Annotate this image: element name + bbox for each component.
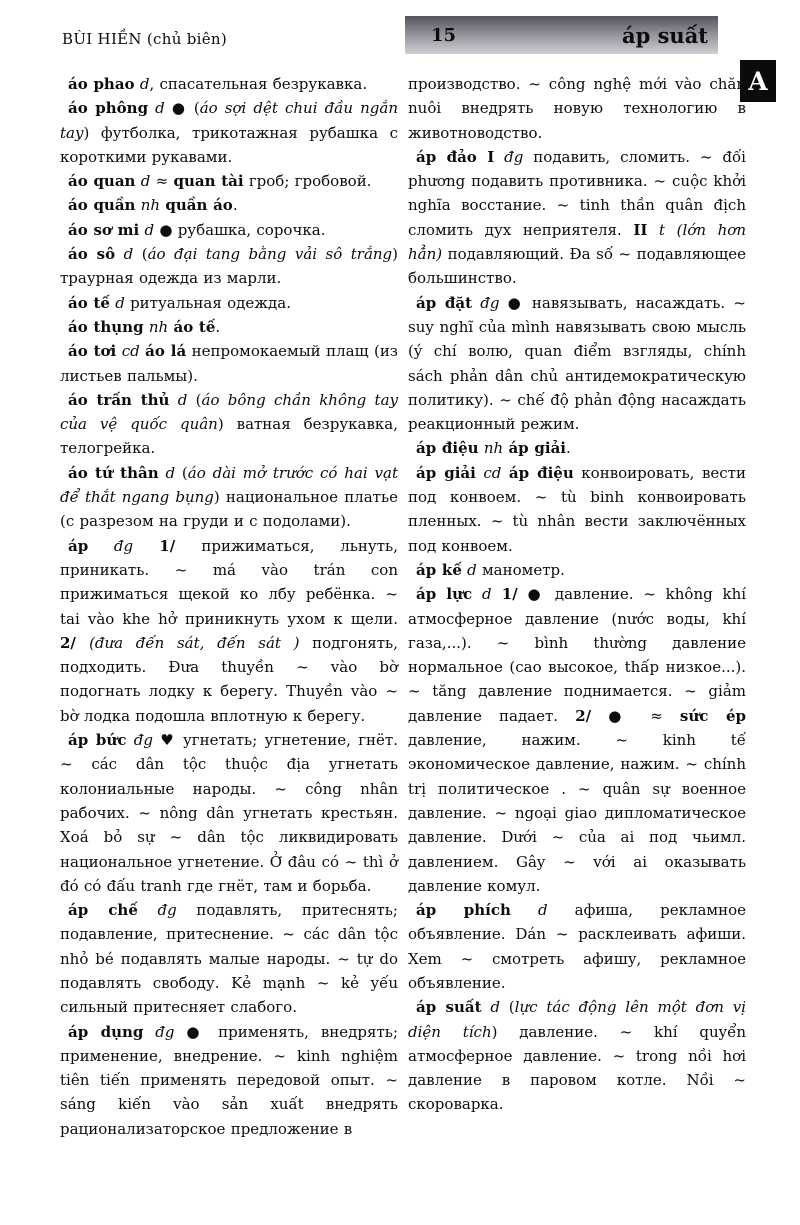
grammar-label-or-gloss: đg [494, 147, 524, 166]
definition-text: ≈ [150, 172, 174, 191]
headword-or-bold-text: quan tài [173, 172, 244, 191]
headword-or-bold-text: 1/ [491, 585, 518, 604]
right-column [408, 72, 746, 1185]
headword-or-bold-text: áo tơi [68, 342, 117, 361]
dictionary-entry [60, 193, 398, 217]
headword-or-bold-text: áo trấn thủ [68, 390, 170, 409]
definition-text: ● ≈ [591, 706, 680, 725]
headword-or-bold-text: áo sô [68, 245, 116, 264]
definition-text [501, 464, 509, 482]
dictionary-entry [408, 145, 746, 291]
grammar-label-or-gloss: d [134, 75, 150, 93]
definition-text: , спасательная безрукавка. [149, 75, 368, 93]
definition-text: прижиматься, льнуть, приникать. ~ má vào trán con прижиматься щекой ко лбу ребёнка. ~ tai vào khe hở приникнуть ухом к щели. [60, 536, 398, 628]
dictionary-entry [60, 339, 398, 388]
headword-or-bold-text: quần áo [165, 196, 233, 215]
grammar-label-or-gloss: d [148, 99, 165, 118]
definition-text: ) национальное платье (с разрезом на груди и с подолами). [60, 488, 398, 531]
header-band [405, 16, 718, 54]
definition-text: афиша, рекламное объявление. Dán ~ расклеивать афиши. Xem ~ смотреть афишу, рекламное объявление. [408, 901, 746, 992]
letter-tab-a: A [740, 60, 776, 102]
grammar-label-or-gloss: d [481, 998, 500, 1017]
entry-continuation [408, 72, 746, 145]
headword-or-bold-text: áp suất [416, 998, 482, 1017]
grammar-label-or-gloss: nh [135, 196, 161, 215]
definition-text: . [215, 317, 221, 336]
headword-or-bold-text: áo thụng [68, 317, 144, 336]
grammar-label-or-gloss: d [510, 901, 548, 920]
headword-or-bold-text: áo tế [68, 293, 110, 312]
grammar-label-or-gloss: cd [475, 463, 502, 482]
definition-text: ( [499, 998, 515, 1017]
grammar-label-or-gloss: đg [472, 293, 500, 312]
definition-text: ) футболка, трикотажная рубашка с короткими рукавами. [60, 123, 398, 166]
dictionary-entry [60, 898, 398, 1019]
grammar-label-or-gloss: d [109, 293, 125, 312]
headword-or-bold-text: áp đặt [416, 293, 473, 312]
dictionary-entry [60, 728, 398, 898]
headword-or-bold-text: áp kế [416, 560, 462, 579]
grammar-label-or-gloss: áo đại tang bằng vải sô trắng [147, 245, 393, 264]
grammar-label-or-gloss: lực tác động lên một đơn vị diện tích [408, 998, 746, 1041]
headword-or-bold-text: II [633, 220, 648, 239]
headword-or-bold-text: áo tứ thân [68, 463, 159, 482]
dictionary-entry [60, 534, 398, 728]
dictionary-entry [408, 291, 746, 437]
headword-or-bold-text: áp phích [416, 901, 511, 920]
definition-text: ) ватная безрукавка, телогрейка. [60, 415, 398, 458]
definition-text: ( [175, 463, 188, 482]
definition-text: . [566, 439, 571, 458]
headword-or-bold-text: áo lá [145, 342, 187, 361]
dictionary-entry [408, 995, 746, 1116]
grammar-label-or-gloss: (đưa đến sát, đến sát ) [89, 633, 300, 652]
dictionary-entry [60, 1020, 398, 1141]
definition-text: гроб; гробовой. [243, 172, 372, 191]
headword-or-bold-text: áo quần [68, 196, 136, 215]
headword-or-bold-text: áo quan [68, 172, 136, 191]
definition-text: ( [187, 390, 202, 409]
headword-or-bold-text: áo phao [68, 75, 135, 93]
definition-text: . [232, 196, 238, 215]
definition-text: ● применять, внедрять; применение, внедрение. ~ kinh nghiệm tiên tiến применять передовой опыт. ~ sáng kiến vào sản xuất внедрять рационализаторское предложение в [60, 1022, 398, 1138]
dictionary-entry [408, 582, 746, 898]
grammar-label-or-gloss: nh [478, 439, 504, 458]
headword-or-bold-text: sức ép [679, 706, 746, 725]
grammar-label-or-gloss: nh [143, 317, 169, 336]
definition-text: ♥ угнетать; угнетение, гнёт. ~ các dân tộc thuộc địa угнетать колониальные народы. ~ công nhân рабочих. ~ nông dân угнетать крестьян. Xoá bỏ sự ~ dân tộc ликвидировать национальное угнетение. Ở đâu có ~ thì ở đó có đấu tranh где гнёт, там и борьба. [60, 731, 398, 895]
definition-text: ● ( [164, 99, 200, 118]
headword-or-bold-text: áp [68, 536, 89, 555]
headword-or-bold-text: áp bức [68, 731, 127, 750]
dictionary-entry [60, 315, 398, 339]
grammar-label-or-gloss: d [135, 172, 151, 191]
grammar-label-or-gloss: áo bông chần không tay của vệ quốc quân [60, 390, 398, 434]
headword-or-bold-text: áo tế [173, 317, 216, 336]
grammar-label-or-gloss: áo sợi dệt chui đầu ngắn tay [60, 99, 398, 142]
grammar-label-or-gloss: d [158, 463, 176, 482]
definition-text: ) траурная одежда из марли. [60, 245, 399, 288]
headword-or-bold-text: áp điệu [508, 463, 574, 482]
dictionary-entry [60, 291, 398, 315]
definition-text: подавить, сломить. ~ đối phương подавить противника. ~ cuộc khởi nghĩa восстание. ~ tinh thần quân địch сломить дух неприятеля. [408, 147, 746, 239]
grammar-label-or-gloss: d [472, 585, 492, 604]
definition-text: давление, нажим. ~ kinh tế экономическое давление, нажим. ~ chính trị политическое . ~ quân sự военное давление. ~ ngoại giao дипломатическое давление. Dưới ~ của ai под чьимл. давлением. Gây ~ với ai оказывать давление комул. [408, 731, 746, 895]
definition-text: производство. ~ công nghệ mới vào chăn nuôi внедрять новую технологию в животноводство. [408, 75, 746, 142]
grammar-label-or-gloss: đg [143, 1022, 175, 1041]
dictionary-entry [60, 461, 398, 534]
definition-text: непромокаемый плащ (из листьев пальмы). [60, 342, 398, 385]
headword-or-bold-text: áp lực [416, 585, 473, 604]
definition-text: ) давление. ~ khí quyển атмосферное давление. ~ trong nồi hơi давление в паровом котле. Nồi ~ скороварка. [408, 1022, 746, 1114]
headword-or-bold-text: áp đảo I [416, 147, 495, 166]
headword-or-bold-text: áp điệu [416, 439, 479, 458]
grammar-label-or-gloss: cd [116, 342, 140, 361]
left-column [60, 72, 398, 1185]
definition-text: подгонять, подходить. Đưa thuyền ~ vào bờ подогнать лодку к берегу. Thuyền vào ~ bờ лодка подошла вплотную к берегу. [60, 633, 398, 725]
dictionary-entry [408, 558, 746, 582]
dictionary-entry [60, 169, 398, 193]
dictionary-entry [60, 388, 398, 461]
grammar-label-or-gloss: đg [126, 731, 153, 750]
grammar-label-or-gloss: đg [137, 901, 177, 920]
headword-or-bold-text: 1/ [133, 536, 202, 555]
definition-text: ритуальная одежда. [124, 293, 291, 312]
author-credit: BÙI HIỀN (chủ biên) [62, 30, 228, 48]
dictionary-columns [60, 72, 746, 1185]
grammar-label-or-gloss: t (lớn hơn hẳn) [408, 220, 746, 264]
headword-or-bold-text: áo phông [68, 99, 149, 118]
definition-text: подавляющий. Đa số ~ подавляющее большинство. [408, 245, 746, 288]
definition-text: ( [133, 245, 148, 264]
grammar-label-or-gloss: áo dài mở trước có hai vạt để thắt ngang bụng [60, 463, 398, 507]
grammar-label-or-gloss: đg [88, 536, 134, 555]
grammar-label-or-gloss: d [115, 245, 134, 264]
grammar-label-or-gloss: d [461, 560, 477, 579]
definition-text: ● рубашка, сорочка. [154, 220, 326, 239]
headword-or-bold-text: 2/ [60, 633, 90, 652]
headword-or-bold-text: áp dụng [68, 1022, 144, 1041]
definition-text: манометр. [476, 560, 565, 579]
headword-or-bold-text: 2/ [575, 706, 592, 725]
guide-word: áp suất [622, 22, 708, 48]
grammar-label-or-gloss: d [139, 220, 155, 239]
headword-or-bold-text: áp chế [68, 901, 138, 920]
definition-text: ● давление. ~ không khí атмосферное давление (nước воды, khí газа,...). ~ bình thường давление нормальное (cao высокое, thấp низкое...). ~ tăng давление поднимается. ~ giảm давление падает. [408, 585, 746, 725]
dictionary-entry [60, 96, 398, 169]
grammar-label-or-gloss: d [169, 390, 188, 409]
dictionary-entry [60, 218, 398, 242]
definition-text: подавлять, притеснять; подавление, притеснение. ~ các dân tộc nhỏ bé подавлять малые народы. ~ tự do подавлять свободу. Kẻ mạnh ~ kẻ yếu сильный притесняет слабого. [60, 901, 398, 1017]
definition-text: конвоировать, вести под конвоем. ~ tù binh конвоировать пленных. ~ tù nhân вести заключённых под конвоем. [408, 463, 746, 555]
dictionary-entry [408, 461, 746, 558]
definition-text: ● навязывать, насаждать. ~ suy nghĩ của mình навязывать свою мысль (ý chí волю, quan điểm взгляды, chính sách phản dân chủ антидемократическую политику). ~ chế độ phản động насаждать реакционный режим. [408, 293, 746, 434]
headword-or-bold-text: áp giải [508, 439, 566, 458]
page-number: 15 [431, 24, 457, 46]
dictionary-entry [60, 242, 398, 291]
dictionary-entry [408, 436, 746, 460]
headword-or-bold-text: áo sơ mi [68, 220, 140, 239]
dictionary-entry [60, 72, 398, 96]
headword-or-bold-text: áp giải [416, 463, 476, 482]
dictionary-entry [408, 898, 746, 995]
